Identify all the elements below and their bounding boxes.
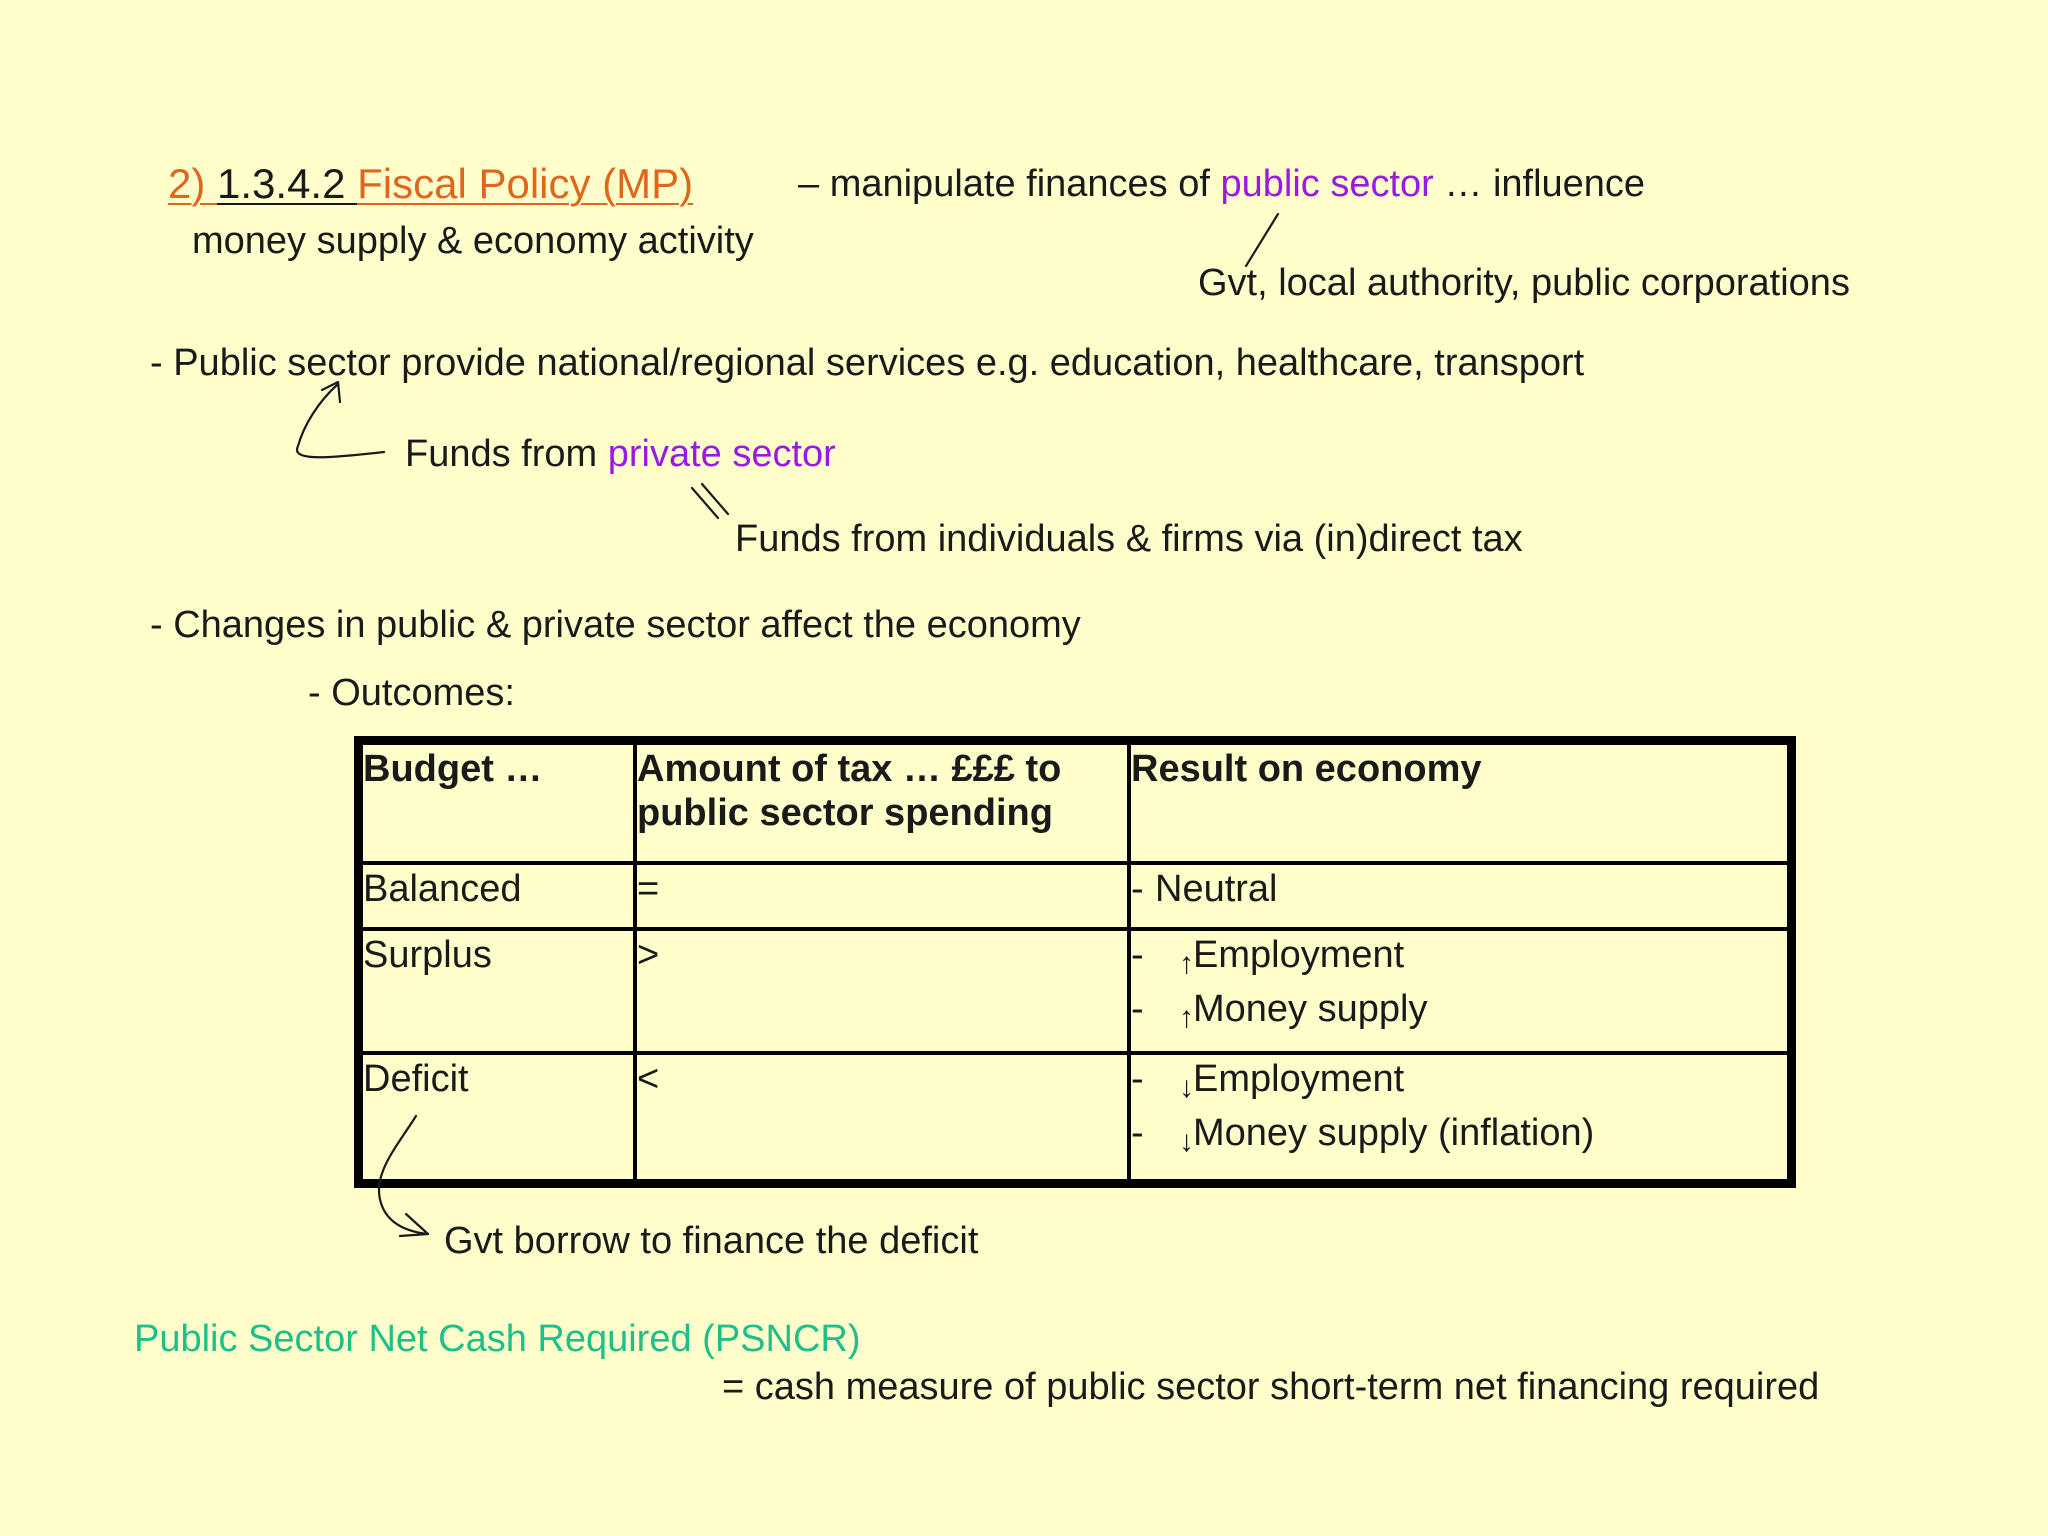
amount-cell: = <box>635 863 1129 929</box>
funds-individuals-note: Funds from individuals & firms via (in)direct tax <box>735 518 1523 560</box>
result-cell <box>1129 929 1792 1053</box>
deficit-note: Gvt borrow to finance the deficit <box>444 1220 979 1262</box>
title-desc-prefix: – manipulate finances of <box>798 163 1221 205</box>
funds-private-note <box>405 433 836 477</box>
title-description-line2: money supply & economy activity <box>192 220 754 262</box>
title-name: Fiscal Policy (MP) <box>357 160 694 207</box>
result-line <box>1131 933 1787 987</box>
header-amount: Amount of tax … £££ to public sector spending <box>635 741 1129 864</box>
result-line <box>1131 867 1787 921</box>
outcomes-label: - Outcomes: <box>308 672 515 714</box>
public-sector-note: Gvt, local authority, public corporations <box>1198 262 1850 304</box>
psncr-title: Public Sector Net Cash Required (PSNCR) <box>134 1318 861 1360</box>
result-text: Employment <box>1193 1058 1405 1100</box>
double-line-icon <box>692 484 728 518</box>
psncr-definition: = cash measure of public sector short-term net financing required <box>722 1366 1820 1408</box>
result-line <box>1131 1057 1787 1111</box>
title-desc-highlight: public sector <box>1220 163 1434 205</box>
arrowhead-deficit-icon <box>400 1214 428 1236</box>
amount-cell: > <box>635 929 1129 1053</box>
result-dash: - <box>1131 934 1144 976</box>
amount-cell: < <box>635 1053 1129 1184</box>
budget-cell: Deficit <box>359 1053 636 1184</box>
result-cell <box>1129 863 1792 929</box>
title-number: 2) <box>168 160 218 207</box>
bullet-changes: - Changes in public & private sector affect the economy <box>150 604 1081 646</box>
arrow-down-icon: ↓ <box>1179 1071 1194 1104</box>
result-line <box>1131 1111 1787 1165</box>
result-cell <box>1129 1053 1792 1184</box>
funds-private-highlight: private sector <box>607 433 836 475</box>
result-dash: - <box>1131 1112 1144 1154</box>
header-result: Result on economy <box>1129 741 1792 864</box>
result-text: Neutral <box>1155 868 1278 910</box>
arrow-down-icon: ↓ <box>1179 1125 1194 1158</box>
header-budget: Budget … <box>359 741 636 864</box>
result-dash: - <box>1131 868 1144 910</box>
result-text: Employment <box>1193 934 1405 976</box>
outcome-table <box>354 736 1796 1188</box>
bullet-services: - Public sector provide national/regional services e.g. education, healthcare, transport <box>150 342 1585 384</box>
result-text: Money supply (inflation) <box>1193 1112 1595 1154</box>
pointer-line-public-sector <box>1246 214 1278 266</box>
curved-arrow-icon <box>297 384 384 457</box>
title-desc-suffix: … influence <box>1433 163 1646 205</box>
budget-cell: Surplus <box>359 929 636 1053</box>
title-description <box>798 163 1645 207</box>
funds-private-prefix: Funds from <box>405 433 608 475</box>
table-row <box>359 929 1792 1053</box>
arrow-up-icon: ↑ <box>1179 947 1194 980</box>
title-code: 1.3.4.2 <box>217 160 358 207</box>
budget-cell: Balanced <box>359 863 636 929</box>
result-dash: - <box>1131 988 1144 1030</box>
arrow-up-icon: ↑ <box>1179 1001 1194 1034</box>
result-text: Money supply <box>1193 988 1428 1030</box>
table-row <box>359 863 1792 929</box>
table-row <box>359 1053 1792 1184</box>
slide-title <box>168 160 693 208</box>
table-header-row <box>359 741 1792 864</box>
result-line <box>1131 987 1787 1041</box>
result-dash: - <box>1131 1058 1144 1100</box>
